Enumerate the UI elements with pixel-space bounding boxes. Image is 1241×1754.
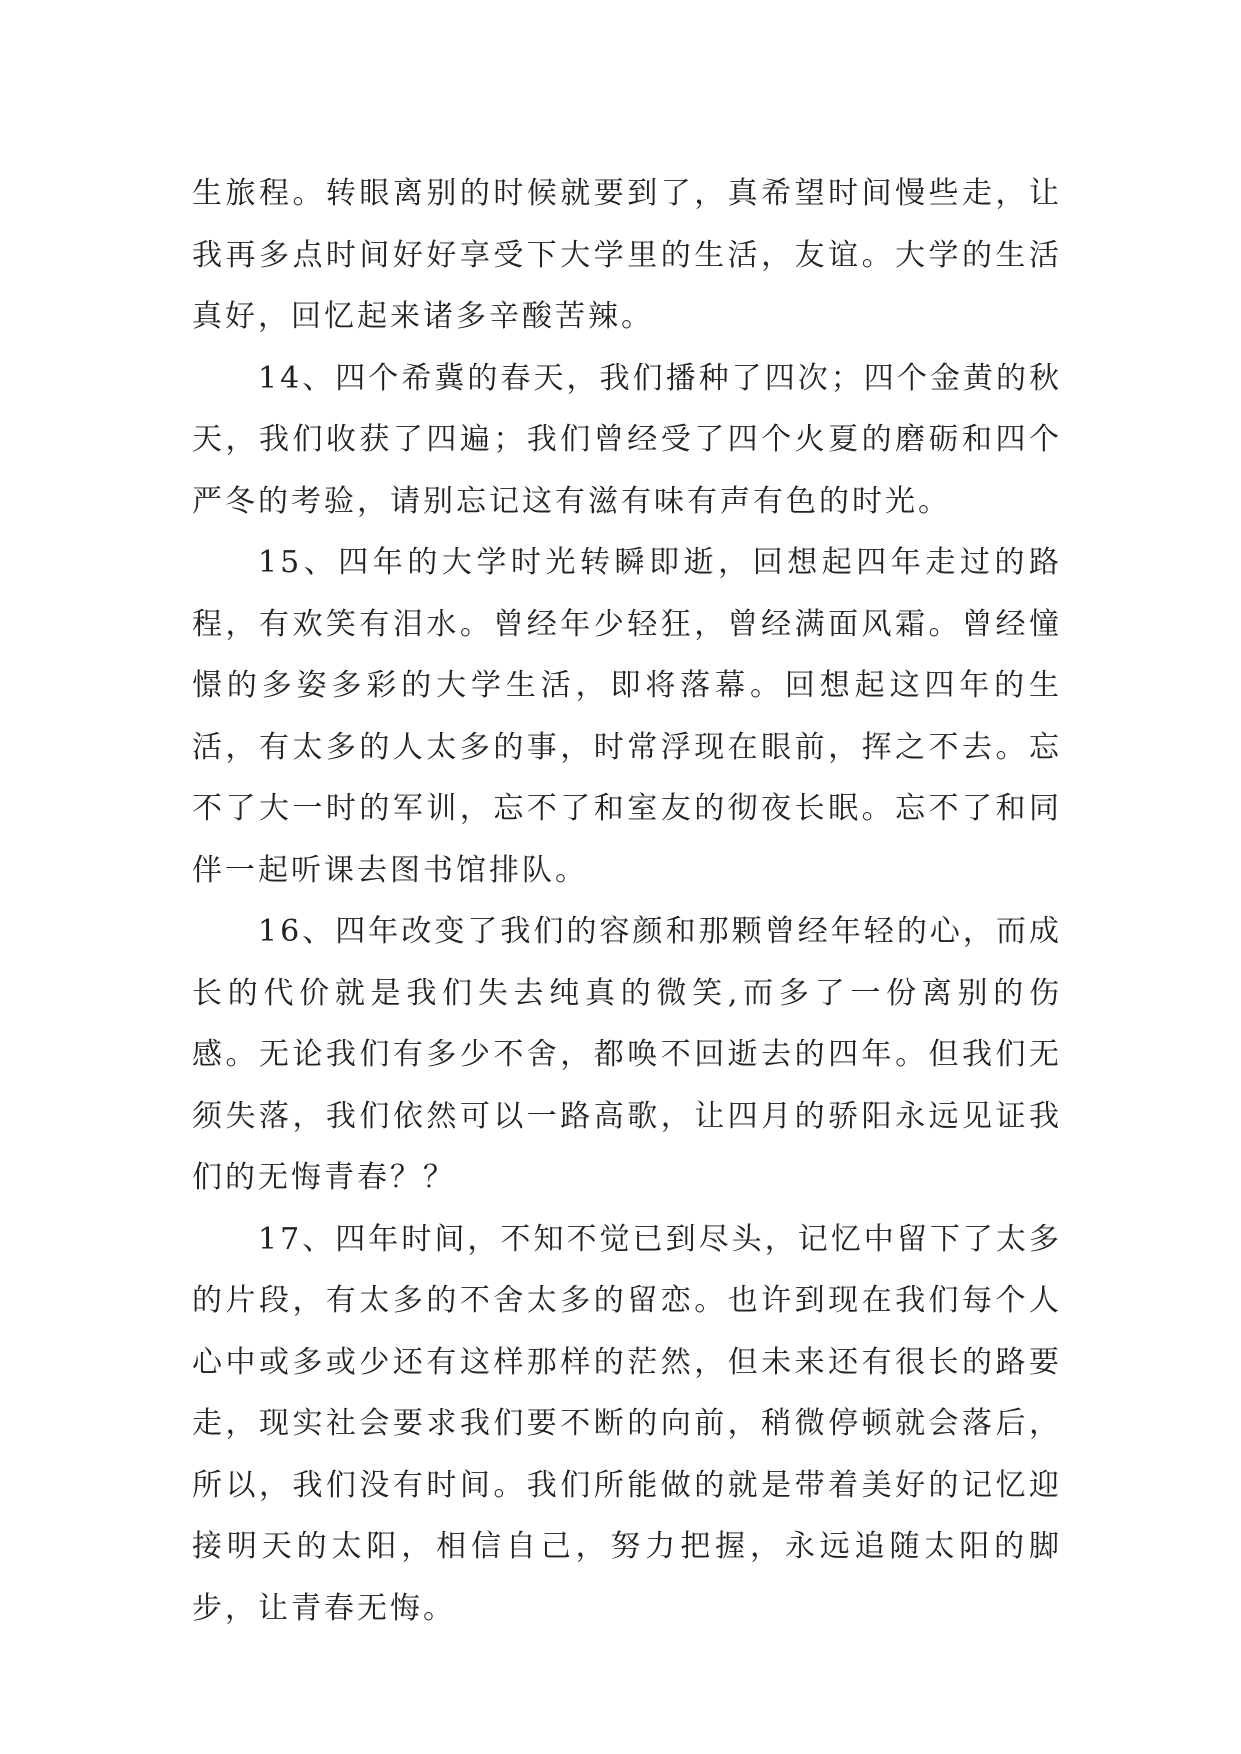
paragraph-17: 17、四年时间，不知不觉已到尽头，记忆中留下了太多的片段，有太多的不舍太多的留恋。也许到现在我们每个人心中或多或少还有这样那样的茫然，但未来还有很长的路要走，现实社会要求我们要不断的向前，稍微停顿就会落后，所以，我们没有时间。我们所能做的就是带着美好的记忆迎接明天的太阳，相信自己，努力把握，永远追随太阳的脚步，让青春无悔。 [192, 1221, 1062, 1626]
paragraph-continued: 生旅程。转眼离别的时候就要到了，真希望时间慢些走，让我再多点时间好好享受下大学里的生活，友谊。大学的生活真好，回忆起来诸多辛酸苦辣。 [192, 176, 1062, 334]
paragraph-16: 16、四年改变了我们的容颜和那颗曾经年轻的心，而成长的代价就是我们失去纯真的微笑,而多了一份离别的伤感。无论我们有多少不舍，都唤不回逝去的四年。但我们无须失落，我们依然可以一路高歌，让四月的骄阳永远见证我们的无悔青春？？ [192, 914, 1062, 1195]
paragraph-15: 15、四年的大学时光转瞬即逝，回想起四年走过的路程，有欢笑有泪水。曾经年少轻狂，曾经满面风霜。曾经憧憬的多姿多彩的大学生活，即将落幕。回想起这四年的生活，有太多的人太多的事，时常浮现在眼前，挥之不去。忘不了大一时的军训，忘不了和室友的彻夜长眠。忘不了和同伴一起听课去图书馆排队。 [192, 545, 1062, 888]
paragraph-14: 14、四个希冀的春天，我们播种了四次；四个金黄的秋天，我们收获了四遍；我们曾经受了四个火夏的磨砺和四个严冬的考验，请别忘记这有滋有味有声有色的时光。 [192, 360, 1062, 519]
document-body [192, 163, 1062, 1639]
